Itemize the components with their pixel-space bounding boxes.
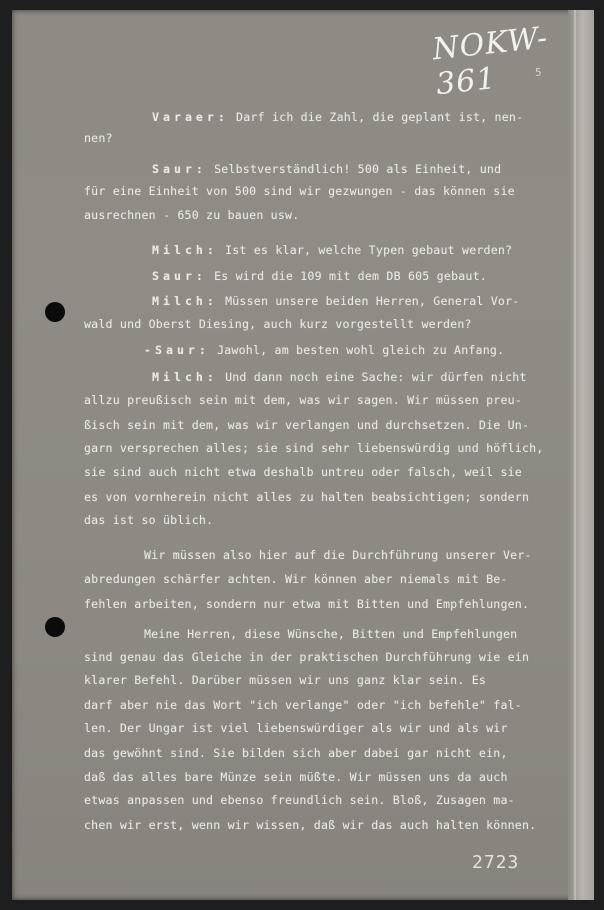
line-text: das gewöhnt sind. Sie bilden sich aber dabei gar nicht ein, xyxy=(84,746,508,760)
page-number: 5 xyxy=(535,66,542,79)
line-text: für eine Einheit von 500 sind wir gezwungen - das können sie xyxy=(84,184,515,198)
line-text: etwas anpassen und ebenso freundlich sein. Bloß, Zusagen ma- xyxy=(84,793,515,807)
text-line xyxy=(152,110,523,124)
text-line xyxy=(84,465,522,479)
text-line xyxy=(84,418,529,432)
document-reference-number: NOKW-361 xyxy=(430,20,550,103)
line-text: abredungen schärfer achten. Wir können aber niemals mit Be- xyxy=(84,572,508,586)
line-text: darf aber nie das Wort "ich verlange" oder "ich befehle" fal- xyxy=(84,698,522,712)
document-page xyxy=(12,10,594,900)
text-line xyxy=(152,162,501,176)
text-line xyxy=(84,572,508,586)
punch-hole-top xyxy=(45,302,65,322)
line-text: wald und Oberst Diesing, auch kurz vorgestellt werden? xyxy=(84,317,472,331)
text-line xyxy=(84,513,213,527)
line-text: Jawohl, am besten wohl gleich zu Anfang. xyxy=(209,343,505,357)
speaker-name: Milch: xyxy=(152,294,218,308)
text-line xyxy=(84,673,486,687)
page-edge xyxy=(568,10,594,900)
line-text: ßisch sein mit dem, was wir verlangen und durchsetzen. Die Un- xyxy=(84,418,530,432)
line-text: Wir müssen also hier auf die Durchführung unserer Ver- xyxy=(144,548,532,562)
text-line xyxy=(84,793,515,807)
line-text: len. Der Ungar ist viel liebenswürdiger als wir und als wir xyxy=(84,721,508,735)
text-line xyxy=(144,343,504,357)
speaker-name: -Saur: xyxy=(144,343,210,357)
line-text: nen? xyxy=(84,131,113,145)
line-text: Ist es klar, welche Typen gebaut werden? xyxy=(217,243,513,257)
speaker-name: Milch: xyxy=(152,370,218,384)
text-line xyxy=(152,370,527,384)
text-line xyxy=(84,721,508,735)
text-line xyxy=(84,317,472,331)
line-text: Selbstverständlich! 500 als Einheit, und xyxy=(206,162,502,176)
line-text: daß das alles bare Münze sein müßte. Wir müssen uns da auch xyxy=(84,770,508,784)
line-text: Es wird die 109 mit dem DB 605 gebaut. xyxy=(206,269,487,283)
text-line xyxy=(144,548,532,562)
text-line xyxy=(84,441,544,455)
line-text: klarer Befehl. Darüber müssen wir uns ganz klar sein. Es xyxy=(84,673,487,687)
text-line xyxy=(144,627,517,641)
text-line xyxy=(84,746,508,760)
punch-hole-bottom xyxy=(45,617,65,637)
line-text: Und dann noch eine Sache: wir dürfen nicht xyxy=(217,370,527,384)
text-line xyxy=(84,393,522,407)
line-text: Darf ich die Zahl, die geplant ist, nen- xyxy=(228,110,524,124)
text-line xyxy=(84,770,508,784)
speaker-name: Saur: xyxy=(152,269,207,283)
text-line xyxy=(152,243,512,257)
stamp-number: 2723 xyxy=(472,852,520,873)
text-line xyxy=(84,818,536,832)
line-text: Müssen unsere beiden Herren, General Vor- xyxy=(217,294,520,308)
text-line xyxy=(84,698,522,712)
text-line xyxy=(84,184,515,198)
line-text: chen wir erst, wenn wir wissen, daß wir das auch halten können. xyxy=(84,818,537,832)
line-text: garn versprechen alles; sie sind sehr liebenswürdig und höflich, xyxy=(84,441,544,455)
text-line xyxy=(84,597,529,611)
text-line xyxy=(84,490,529,504)
line-text: sie sind auch nicht etwa deshalb untreu oder falsch, weil sie xyxy=(84,465,522,479)
line-text: fehlen arbeiten, sondern nur etwa mit Bitten und Empfehlungen. xyxy=(84,597,530,611)
line-text: sind genau das Gleiche in der praktischen Durchführung wie ein xyxy=(84,650,530,664)
text-line xyxy=(84,208,299,222)
speaker-name: Saur: xyxy=(152,162,207,176)
text-line xyxy=(84,650,529,664)
line-text: das ist so üblich. xyxy=(84,513,214,527)
text-line xyxy=(152,294,519,308)
text-line xyxy=(152,269,487,283)
speaker-name: Varaer: xyxy=(152,110,229,124)
speaker-name: Milch: xyxy=(152,243,218,257)
line-text: es von vornherein nicht alles zu halten beabsichtigen; sondern xyxy=(84,490,530,504)
line-text: Meine Herren, diese Wünsche, Bitten und Empfehlungen xyxy=(144,627,518,641)
line-text: allzu preußisch sein mit dem, was wir sagen. Wir müssen preu- xyxy=(84,393,522,407)
line-text: ausrechnen - 650 zu bauen usw. xyxy=(84,208,300,222)
text-line xyxy=(84,131,113,145)
